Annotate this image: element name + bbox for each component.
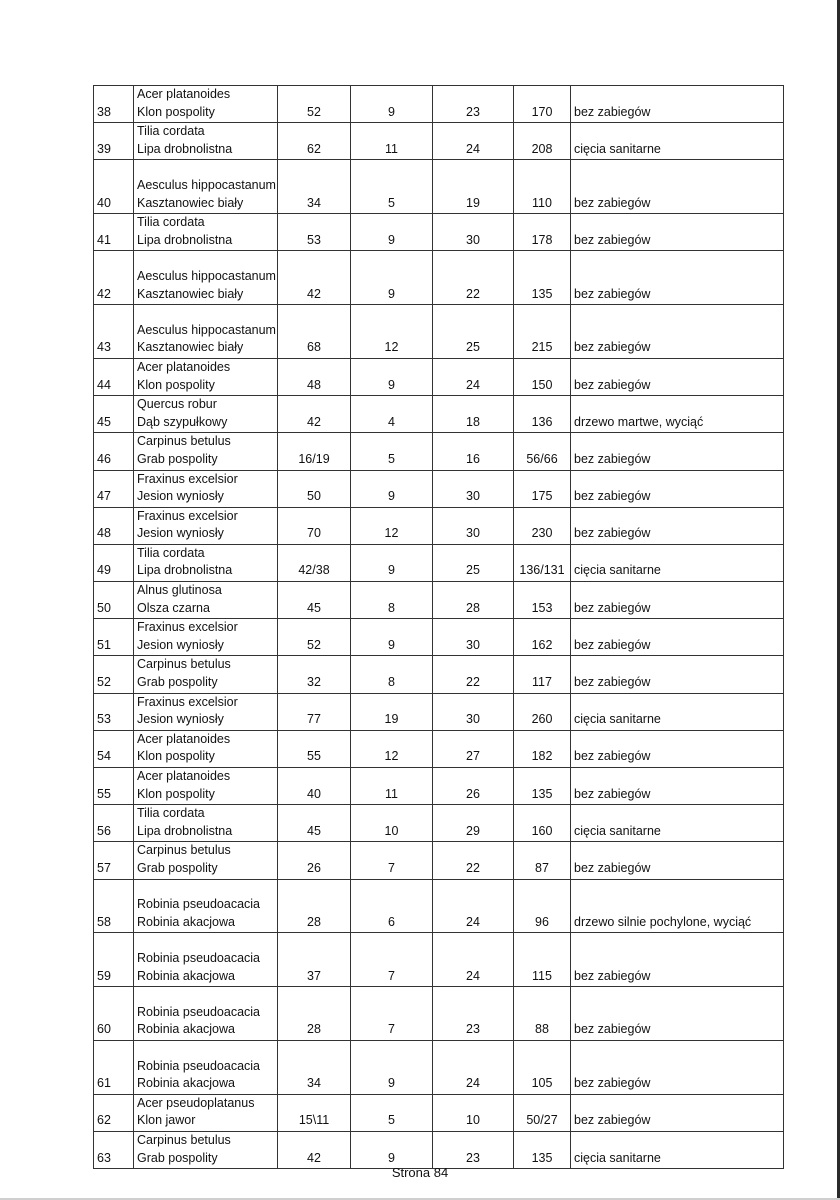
tree-number-cell: 42 <box>94 251 134 305</box>
treatment-cell: cięcia sanitarne <box>571 693 784 730</box>
treatment-cell: bez zabiegów <box>571 619 784 656</box>
value-cell-2: 9 <box>351 214 433 251</box>
value-cell-1: 42 <box>278 1131 351 1168</box>
value-cell-2: 11 <box>351 768 433 805</box>
table-row <box>94 544 784 581</box>
value-cell-4: 230 <box>514 507 571 544</box>
table-row <box>94 879 784 933</box>
value-cell-4: 56/66 <box>514 433 571 470</box>
latin-name: Carpinus betulus <box>137 1132 231 1147</box>
treatment-cell: bez zabiegów <box>571 842 784 879</box>
value-cell-4: 135 <box>514 768 571 805</box>
tree-number-cell: 47 <box>94 470 134 507</box>
value-cell-4: 208 <box>514 123 571 160</box>
treatment-cell: bez zabiegów <box>571 433 784 470</box>
polish-name: Dąb szypułkowy <box>137 414 228 429</box>
value-cell-4: 105 <box>514 1040 571 1094</box>
table-row <box>94 693 784 730</box>
value-cell-1: 55 <box>278 730 351 767</box>
value-cell-2: 9 <box>351 251 433 305</box>
tree-number-cell: 38 <box>94 86 134 123</box>
value-cell-1: 34 <box>278 160 351 214</box>
latin-name: Tilia cordata <box>137 806 205 821</box>
species-cell <box>134 842 278 879</box>
polish-name: Kasztanowiec biały <box>137 195 244 210</box>
species-cell <box>134 987 278 1041</box>
value-cell-3: 19 <box>433 160 514 214</box>
value-cell-4: 136/131 <box>514 544 571 581</box>
table-row <box>94 1040 784 1094</box>
latin-name: Carpinus betulus <box>137 657 231 672</box>
treatment-cell: bez zabiegów <box>571 582 784 619</box>
value-cell-3: 23 <box>433 1131 514 1168</box>
value-cell-1: 28 <box>278 879 351 933</box>
table-row <box>94 656 784 693</box>
species-cell <box>134 123 278 160</box>
value-cell-3: 16 <box>433 433 514 470</box>
tree-number-cell: 45 <box>94 396 134 433</box>
polish-name: Lipa drobnolistna <box>137 232 233 247</box>
treatment-cell: bez zabiegów <box>571 251 784 305</box>
value-cell-3: 30 <box>433 507 514 544</box>
polish-name: Klon jawor <box>137 1113 196 1128</box>
value-cell-3: 22 <box>433 656 514 693</box>
latin-name: Fraxinus excelsior <box>137 508 238 523</box>
table-row <box>94 507 784 544</box>
polish-name: Robinia akacjowa <box>137 914 235 929</box>
treatment-cell: bez zabiegów <box>571 730 784 767</box>
table-row <box>94 470 784 507</box>
species-cell <box>134 805 278 842</box>
species-cell <box>134 582 278 619</box>
latin-name: Aesculus hippocastanum <box>137 322 276 337</box>
species-cell <box>134 214 278 251</box>
tree-number-cell: 57 <box>94 842 134 879</box>
value-cell-4: 87 <box>514 842 571 879</box>
species-cell <box>134 730 278 767</box>
polish-name: Lipa drobnolistna <box>137 141 233 156</box>
polish-name: Jesion wyniosły <box>137 526 224 541</box>
value-cell-1: 26 <box>278 842 351 879</box>
latin-name: Tilia cordata <box>137 545 205 560</box>
tree-number-cell: 60 <box>94 987 134 1041</box>
species-cell <box>134 693 278 730</box>
treatment-cell: bez zabiegów <box>571 987 784 1041</box>
table-row <box>94 396 784 433</box>
tree-number-cell: 52 <box>94 656 134 693</box>
polish-name: Lipa drobnolistna <box>137 563 233 578</box>
value-cell-4: 162 <box>514 619 571 656</box>
treatment-cell: drzewo silnie pochylone, wyciąć <box>571 879 784 933</box>
value-cell-4: 96 <box>514 879 571 933</box>
table-row <box>94 1131 784 1168</box>
value-cell-1: 50 <box>278 470 351 507</box>
table-row <box>94 214 784 251</box>
latin-name: Fraxinus excelsior <box>137 620 238 635</box>
value-cell-1: 42 <box>278 396 351 433</box>
treatment-cell: cięcia sanitarne <box>571 544 784 581</box>
value-cell-3: 29 <box>433 805 514 842</box>
tree-number-cell: 53 <box>94 693 134 730</box>
page-number: Strona 84 <box>391 1165 449 1180</box>
tree-number-cell: 61 <box>94 1040 134 1094</box>
value-cell-2: 11 <box>351 123 433 160</box>
polish-name: Grab pospolity <box>137 860 218 875</box>
table-row <box>94 582 784 619</box>
latin-name: Acer pseudoplatanus <box>137 1095 255 1110</box>
value-cell-2: 4 <box>351 396 433 433</box>
value-cell-4: 182 <box>514 730 571 767</box>
latin-name: Robinia pseudoacacia <box>137 1004 261 1019</box>
treatment-cell: bez zabiegów <box>571 214 784 251</box>
value-cell-2: 10 <box>351 805 433 842</box>
value-cell-3: 24 <box>433 358 514 395</box>
value-cell-1: 45 <box>278 582 351 619</box>
species-cell <box>134 544 278 581</box>
value-cell-4: 135 <box>514 1131 571 1168</box>
value-cell-3: 23 <box>433 987 514 1041</box>
tree-number-cell: 41 <box>94 214 134 251</box>
treatment-cell: bez zabiegów <box>571 933 784 987</box>
latin-name: Quercus robur <box>137 397 217 412</box>
value-cell-2: 9 <box>351 619 433 656</box>
species-cell <box>134 507 278 544</box>
species-cell <box>134 433 278 470</box>
value-cell-2: 7 <box>351 842 433 879</box>
value-cell-2: 7 <box>351 933 433 987</box>
treatment-cell: cięcia sanitarne <box>571 123 784 160</box>
tree-number-cell: 59 <box>94 933 134 987</box>
value-cell-3: 22 <box>433 842 514 879</box>
value-cell-4: 50/27 <box>514 1094 571 1131</box>
table-row <box>94 768 784 805</box>
value-cell-2: 12 <box>351 730 433 767</box>
table-row <box>94 123 784 160</box>
latin-name: Aesculus hippocastanum <box>137 268 276 283</box>
value-cell-3: 30 <box>433 693 514 730</box>
tree-number-cell: 63 <box>94 1131 134 1168</box>
value-cell-1: 70 <box>278 507 351 544</box>
latin-name: Fraxinus excelsior <box>137 471 238 486</box>
table-body <box>94 86 784 1169</box>
value-cell-4: 160 <box>514 805 571 842</box>
species-cell <box>134 1040 278 1094</box>
treatment-cell: bez zabiegów <box>571 768 784 805</box>
value-cell-3: 27 <box>433 730 514 767</box>
value-cell-3: 23 <box>433 86 514 123</box>
species-cell <box>134 656 278 693</box>
species-cell <box>134 305 278 359</box>
treatment-cell: bez zabiegów <box>571 305 784 359</box>
species-cell <box>134 1094 278 1131</box>
value-cell-4: 115 <box>514 933 571 987</box>
value-cell-3: 30 <box>433 470 514 507</box>
table-row <box>94 619 784 656</box>
latin-name: Fraxinus excelsior <box>137 694 238 709</box>
table-row <box>94 987 784 1041</box>
table-row <box>94 160 784 214</box>
treatment-cell: bez zabiegów <box>571 507 784 544</box>
treatment-cell: cięcia sanitarne <box>571 805 784 842</box>
value-cell-2: 6 <box>351 879 433 933</box>
tree-number-cell: 51 <box>94 619 134 656</box>
value-cell-3: 24 <box>433 933 514 987</box>
value-cell-2: 9 <box>351 86 433 123</box>
tree-number-cell: 49 <box>94 544 134 581</box>
value-cell-2: 9 <box>351 358 433 395</box>
value-cell-2: 7 <box>351 987 433 1041</box>
value-cell-2: 5 <box>351 160 433 214</box>
tree-number-cell: 48 <box>94 507 134 544</box>
polish-name: Jesion wyniosły <box>137 489 224 504</box>
species-cell <box>134 86 278 123</box>
tree-number-cell: 54 <box>94 730 134 767</box>
value-cell-4: 150 <box>514 358 571 395</box>
table-row <box>94 933 784 987</box>
latin-name: Aesculus hippocastanum <box>137 177 276 192</box>
tree-number-cell: 62 <box>94 1094 134 1131</box>
polish-name: Klon pospolity <box>137 786 215 801</box>
latin-name: Carpinus betulus <box>137 843 231 858</box>
treatment-cell: bez zabiegów <box>571 1094 784 1131</box>
latin-name: Carpinus betulus <box>137 434 231 449</box>
treatment-cell: bez zabiegów <box>571 656 784 693</box>
species-cell <box>134 470 278 507</box>
value-cell-2: 9 <box>351 1131 433 1168</box>
species-cell <box>134 879 278 933</box>
value-cell-4: 110 <box>514 160 571 214</box>
value-cell-4: 260 <box>514 693 571 730</box>
polish-name: Grab pospolity <box>137 675 218 690</box>
value-cell-2: 12 <box>351 507 433 544</box>
value-cell-2: 12 <box>351 305 433 359</box>
value-cell-1: 53 <box>278 214 351 251</box>
tree-number-cell: 40 <box>94 160 134 214</box>
latin-name: Robinia pseudoacacia <box>137 950 261 965</box>
species-cell <box>134 358 278 395</box>
value-cell-3: 26 <box>433 768 514 805</box>
polish-name: Olsza czarna <box>137 600 210 615</box>
value-cell-2: 9 <box>351 1040 433 1094</box>
treatment-cell: bez zabiegów <box>571 86 784 123</box>
latin-name: Acer platanoides <box>137 769 231 784</box>
value-cell-2: 9 <box>351 470 433 507</box>
table-row <box>94 433 784 470</box>
latin-name: Alnus glutinosa <box>137 583 222 598</box>
table-row <box>94 358 784 395</box>
treatment-cell: bez zabiegów <box>571 470 784 507</box>
value-cell-1: 52 <box>278 619 351 656</box>
tree-number-cell: 43 <box>94 305 134 359</box>
value-cell-1: 42 <box>278 251 351 305</box>
value-cell-4: 215 <box>514 305 571 359</box>
latin-name: Tilia cordata <box>137 124 205 139</box>
value-cell-2: 19 <box>351 693 433 730</box>
polish-name: Robinia akacjowa <box>137 968 235 983</box>
value-cell-2: 5 <box>351 433 433 470</box>
polish-name: Robinia akacjowa <box>137 1076 235 1091</box>
polish-name: Klon pospolity <box>137 104 215 119</box>
value-cell-1: 48 <box>278 358 351 395</box>
table-row <box>94 1094 784 1131</box>
species-cell <box>134 768 278 805</box>
value-cell-2: 5 <box>351 1094 433 1131</box>
species-cell <box>134 251 278 305</box>
value-cell-1: 52 <box>278 86 351 123</box>
value-cell-1: 32 <box>278 656 351 693</box>
value-cell-1: 77 <box>278 693 351 730</box>
latin-name: Tilia cordata <box>137 215 205 230</box>
tree-number-cell: 46 <box>94 433 134 470</box>
value-cell-3: 25 <box>433 544 514 581</box>
value-cell-1: 62 <box>278 123 351 160</box>
value-cell-1: 45 <box>278 805 351 842</box>
polish-name: Jesion wyniosły <box>137 637 224 652</box>
tree-number-cell: 55 <box>94 768 134 805</box>
species-cell <box>134 160 278 214</box>
value-cell-4: 117 <box>514 656 571 693</box>
value-cell-2: 8 <box>351 582 433 619</box>
polish-name: Jesion wyniosły <box>137 712 224 727</box>
polish-name: Grab pospolity <box>137 451 218 466</box>
latin-name: Acer platanoides <box>137 359 231 374</box>
value-cell-1: 15\11 <box>278 1094 351 1131</box>
value-cell-4: 88 <box>514 987 571 1041</box>
value-cell-1: 34 <box>278 1040 351 1094</box>
tree-number-cell: 58 <box>94 879 134 933</box>
polish-name: Lipa drobnolistna <box>137 823 233 838</box>
table-row <box>94 305 784 359</box>
table-row <box>94 251 784 305</box>
value-cell-3: 18 <box>433 396 514 433</box>
tree-number-cell: 56 <box>94 805 134 842</box>
species-cell <box>134 619 278 656</box>
value-cell-1: 40 <box>278 768 351 805</box>
polish-name: Kasztanowiec biały <box>137 286 244 301</box>
treatment-cell: bez zabiegów <box>571 160 784 214</box>
value-cell-3: 28 <box>433 582 514 619</box>
treatment-cell: cięcia sanitarne <box>571 1131 784 1168</box>
value-cell-1: 16/19 <box>278 433 351 470</box>
value-cell-1: 42/38 <box>278 544 351 581</box>
value-cell-1: 28 <box>278 987 351 1041</box>
species-cell <box>134 933 278 987</box>
value-cell-4: 136 <box>514 396 571 433</box>
value-cell-3: 24 <box>433 879 514 933</box>
tree-inventory-table <box>93 85 784 1169</box>
value-cell-4: 153 <box>514 582 571 619</box>
table-row <box>94 730 784 767</box>
value-cell-3: 24 <box>433 123 514 160</box>
value-cell-3: 30 <box>433 619 514 656</box>
latin-name: Robinia pseudoacacia <box>137 897 261 912</box>
value-cell-4: 170 <box>514 86 571 123</box>
table-row <box>94 805 784 842</box>
species-cell <box>134 1131 278 1168</box>
value-cell-4: 135 <box>514 251 571 305</box>
latin-name: Acer platanoides <box>137 731 231 746</box>
latin-name: Acer platanoides <box>137 87 231 101</box>
treatment-cell: bez zabiegów <box>571 358 784 395</box>
value-cell-4: 175 <box>514 470 571 507</box>
value-cell-3: 10 <box>433 1094 514 1131</box>
value-cell-1: 68 <box>278 305 351 359</box>
tree-number-cell: 39 <box>94 123 134 160</box>
polish-name: Klon pospolity <box>137 377 215 392</box>
value-cell-1: 37 <box>278 933 351 987</box>
treatment-cell: bez zabiegów <box>571 1040 784 1094</box>
table-row <box>94 842 784 879</box>
value-cell-2: 8 <box>351 656 433 693</box>
species-cell <box>134 396 278 433</box>
polish-name: Kasztanowiec biały <box>137 340 244 355</box>
value-cell-3: 22 <box>433 251 514 305</box>
polish-name: Klon pospolity <box>137 749 215 764</box>
value-cell-2: 9 <box>351 544 433 581</box>
tree-number-cell: 44 <box>94 358 134 395</box>
value-cell-3: 25 <box>433 305 514 359</box>
value-cell-3: 30 <box>433 214 514 251</box>
tree-number-cell: 50 <box>94 582 134 619</box>
polish-name: Robinia akacjowa <box>137 1022 235 1037</box>
latin-name: Robinia pseudoacacia <box>137 1058 261 1073</box>
value-cell-4: 178 <box>514 214 571 251</box>
value-cell-3: 24 <box>433 1040 514 1094</box>
treatment-cell: drzewo martwe, wyciąć <box>571 396 784 433</box>
polish-name: Grab pospolity <box>137 1150 218 1165</box>
table-row <box>94 86 784 123</box>
